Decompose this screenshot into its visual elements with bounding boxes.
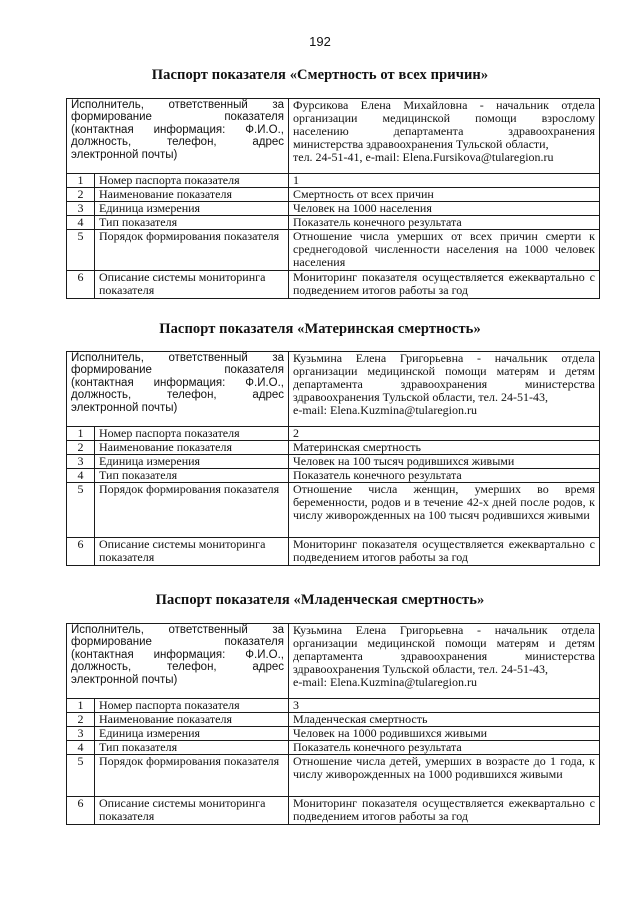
executor-row [67, 99, 600, 174]
row-value: Отношение числа умерших от всех причин смерти к среднегодовой численности населения на 1000 человек населения [289, 230, 600, 271]
executor-label: Исполнитель, ответственный за формирование показателя (контактная информация: Ф.И.О., должность, телефон, адрес электронной почты) [67, 624, 289, 699]
row-label: Единица измерения [95, 455, 289, 469]
row-label: Тип показателя [95, 216, 289, 230]
row-value: Показатель конечного результата [289, 469, 600, 483]
table-row [67, 441, 600, 455]
row-number: 1 [67, 427, 95, 441]
table-row [67, 727, 600, 741]
row-label: Единица измерения [95, 202, 289, 216]
table-row [67, 230, 600, 271]
row-number: 5 [67, 755, 95, 797]
row-label: Описание системы мониторинга показателя [95, 271, 289, 299]
row-number: 5 [67, 230, 95, 271]
executor-label: Исполнитель, ответственный за формирование показателя (контактная информация: Ф.И.О., должность, телефон, адрес электронной почты) [67, 352, 289, 427]
table-row [67, 271, 600, 299]
row-label: Единица измерения [95, 727, 289, 741]
row-number: 2 [67, 188, 95, 202]
row-label: Тип показателя [95, 469, 289, 483]
row-label: Порядок формирования показателя [95, 230, 289, 271]
row-value: 3 [289, 699, 600, 713]
row-label: Номер паспорта показателя [95, 699, 289, 713]
page-number: 192 [309, 34, 331, 49]
row-value: Человек на 100 тысяч родившихся живыми [289, 455, 600, 469]
row-number: 4 [67, 741, 95, 755]
row-label: Наименование показателя [95, 441, 289, 455]
executor-value: Кузьмина Елена Григорьевна - начальник отдела организации медицинской помощи матерям и детям департамента здравоохранения министерства здравоохранения Тульской области, тел. 24-51-43, e-mail: Elena.Kuzmina@tularegion.ru [289, 624, 600, 699]
section-title-maternal: Паспорт показателя «Материнская смертность» [159, 321, 481, 337]
passport-table-all-causes [66, 98, 600, 299]
row-value: Мониторинг показателя осуществляется ежеквартально с подведением итогов работы за год [289, 538, 600, 566]
row-value: Показатель конечного результата [289, 216, 600, 230]
table-row [67, 741, 600, 755]
executor-label: Исполнитель, ответственный за формирование показателя (контактная информация: Ф.И.О., должность, телефон, адрес электронной почты) [67, 99, 289, 174]
row-number: 4 [67, 216, 95, 230]
table-row [67, 797, 600, 825]
row-value: Мониторинг показателя осуществляется ежеквартально с подведением итогов работы за год [289, 797, 600, 825]
section-title-infant: Паспорт показателя «Младенческая смертность» [155, 592, 485, 608]
section-title-all-causes: Паспорт показателя «Смертность от всех причин» [151, 67, 489, 83]
executor-row [67, 352, 600, 427]
row-value: Мониторинг показателя осуществляется ежеквартально с подведением итогов работы за год [289, 271, 600, 299]
row-number: 3 [67, 202, 95, 216]
row-value: Человек на 1000 населения [289, 202, 600, 216]
row-value: Человек на 1000 родившихся живыми [289, 727, 600, 741]
table-row [67, 538, 600, 566]
row-value: Материнская смертность [289, 441, 600, 455]
table-row [67, 188, 600, 202]
table-row [67, 216, 600, 230]
row-number: 3 [67, 455, 95, 469]
row-value: Младенческая смертность [289, 713, 600, 727]
row-value: Показатель конечного результата [289, 741, 600, 755]
table-row [67, 755, 600, 797]
row-label: Описание системы мониторинга показателя [95, 538, 289, 566]
row-value: 1 [289, 174, 600, 188]
row-number: 5 [67, 483, 95, 538]
passport-table-maternal [66, 351, 600, 566]
row-number: 1 [67, 699, 95, 713]
executor-value: Фурсикова Елена Михайловна - начальник отдела организации медицинской помощи взрослому населению департамента здравоохранения министерства здравоохранения Тульской области, тел. 24-51-41, e-mail: Elena.Fursikova@tularegion.ru [289, 99, 600, 174]
table-row [67, 174, 600, 188]
row-label: Порядок формирования показателя [95, 483, 289, 538]
table-row [67, 202, 600, 216]
executor-row [67, 624, 600, 699]
table-row [67, 455, 600, 469]
row-value: Отношение числа детей, умерших в возрасте до 1 года, к числу живорожденных на 1000 родившихся живыми [289, 755, 600, 797]
row-label: Описание системы мониторинга показателя [95, 797, 289, 825]
row-value: Смертность от всех причин [289, 188, 600, 202]
row-number: 6 [67, 538, 95, 566]
executor-value: Кузьмина Елена Григорьевна - начальник отдела организации медицинской помощи матерям и детям департамента здравоохранения министерства здравоохранения Тульской области, тел. 24-51-43, e-mail: Elena.Kuzmina@tularegion.ru [289, 352, 600, 427]
row-number: 6 [67, 797, 95, 825]
table-row [67, 469, 600, 483]
row-number: 3 [67, 727, 95, 741]
row-number: 2 [67, 441, 95, 455]
row-value: 2 [289, 427, 600, 441]
table-row [67, 483, 600, 538]
table-row [67, 713, 600, 727]
passport-table-infant [66, 623, 600, 825]
table-row [67, 427, 600, 441]
row-number: 4 [67, 469, 95, 483]
row-label: Наименование показателя [95, 188, 289, 202]
row-value: Отношение числа женщин, умерших во время беременности, родов и в течение 42-х дней после родов, к числу живорожденных на 100 тысяч родившихся живыми [289, 483, 600, 538]
row-number: 2 [67, 713, 95, 727]
row-label: Порядок формирования показателя [95, 755, 289, 797]
row-label: Номер паспорта показателя [95, 174, 289, 188]
table-row [67, 699, 600, 713]
row-label: Номер паспорта показателя [95, 427, 289, 441]
row-label: Тип показателя [95, 741, 289, 755]
row-number: 6 [67, 271, 95, 299]
row-number: 1 [67, 174, 95, 188]
row-label: Наименование показателя [95, 713, 289, 727]
